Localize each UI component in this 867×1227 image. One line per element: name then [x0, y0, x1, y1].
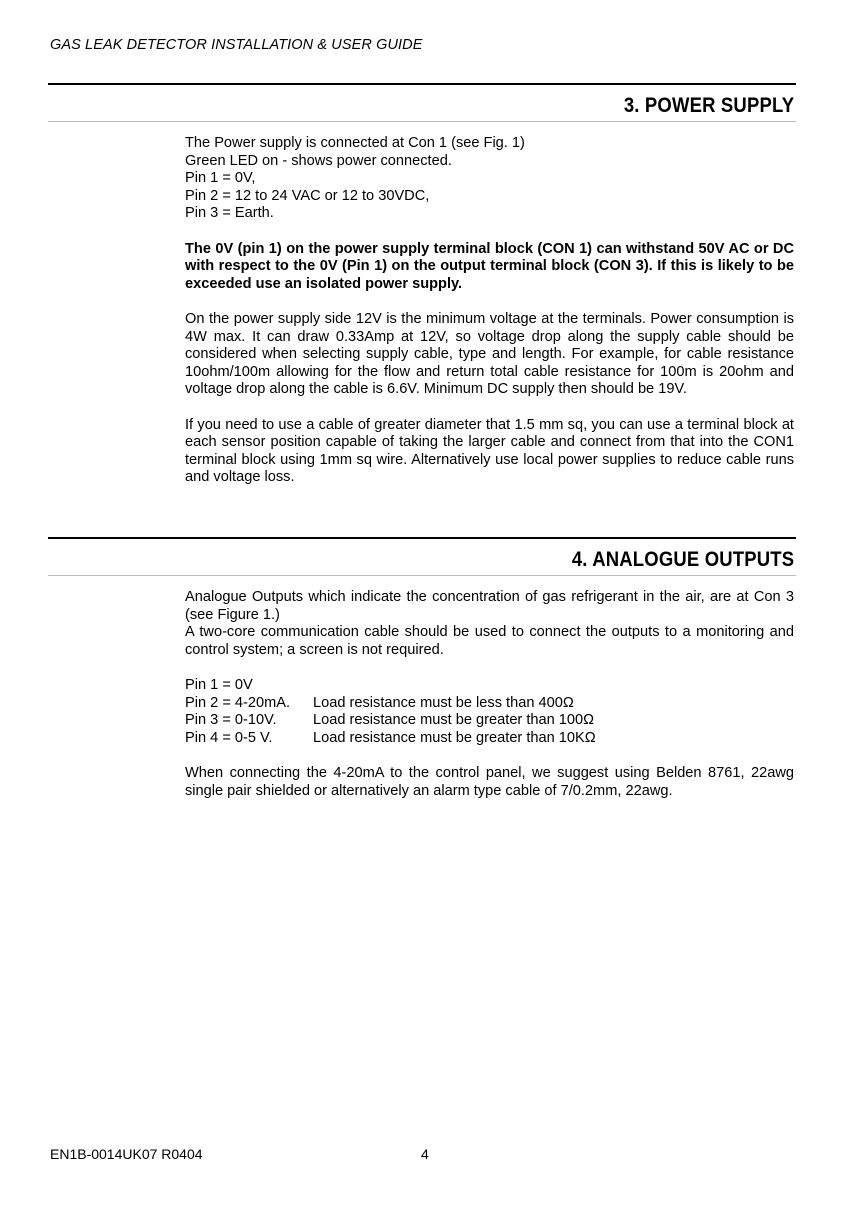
control-panel-paragraph: When connecting the 4-20mA to the control panel, we suggest using Belden 8761, 22awg single pair shielded or alternatively an alarm type cable of 7/0.2mm, 22awg. [185, 764, 794, 799]
pin-note: Load resistance must be greater than 100Ω [313, 712, 595, 729]
cable-note-paragraph: A two-core communication cable should be used to connect the outputs to a monitoring and control system; a screen is not required. [185, 624, 794, 658]
running-header: GAS LEAK DETECTOR INSTALLATION & USER GUIDE [50, 37, 423, 53]
pin-row [185, 677, 794, 695]
section-heading-power-supply [48, 83, 796, 122]
cable-paragraph: If you need to use a cable of greater diameter that 1.5 mm sq, you can use a terminal block at each sensor position capable of taking the larger cable and connect from that into the CON1 terminal block using 1mm sq wire. Alternatively use local power supplies to reduce cable runs and voltage loss. [185, 416, 794, 486]
section-heading-analogue-outputs [48, 537, 796, 576]
heading-rule-bottom [48, 575, 796, 576]
pin-note: Load resistance must be less than 400Ω [313, 694, 574, 711]
pin-row [185, 730, 794, 748]
pin-label: Pin 4 = 0-5 V. [185, 729, 273, 746]
section-title: 3. POWER SUPPLY [623, 94, 795, 117]
heading-rule-bottom [48, 121, 796, 122]
pin-label: Pin 3 = 0-10V. [185, 712, 277, 729]
intro-line: The Power supply is connected at Con 1 (see Fig. 1) [185, 135, 525, 151]
intro-line: Pin 1 = 0V, [185, 170, 256, 187]
pin-row [185, 712, 794, 730]
page-number: 4 [421, 1146, 429, 1162]
intro-paragraph: Analogue Outputs which indicate the concentration of gas refrigerant in the air, are at Con 3 (see Figure 1.) [185, 589, 794, 623]
section-title: 4. ANALOGUE OUTPUTS [571, 548, 795, 571]
analogue-outputs-body [185, 589, 794, 800]
pin-label: Pin 1 = 0V [185, 676, 253, 693]
power-supply-body [185, 135, 794, 487]
warning-paragraph: The 0V (pin 1) on the power supply terminal block (CON 1) can withstand 50V AC or DC with respect to the 0V (Pin 1) on the output terminal block (CON 3). If this is likely to be exceeded use an isolated power supply. [185, 240, 794, 292]
document-code: EN1B-0014UK07 R0404 [50, 1146, 203, 1162]
voltage-paragraph: On the power supply side 12V is the minimum voltage at the terminals. Power consumption is 4W max. It can draw 0.33Amp at 12V, so voltage drop along the supply cable should be considered when selecting supply cable, type and length. For example, for cable resistance 10ohm/100m allowing for the flow and return total cable resistance for 100m is 20ohm and voltage drop along the cable is 6.6V. Minimum DC supply then should be 19V. [185, 310, 794, 398]
pin-label: Pin 2 = 4-20mA. [185, 694, 291, 711]
pin-row [185, 695, 794, 713]
intro-line: Green LED on - shows power connected. [185, 152, 452, 169]
intro-line: Pin 2 = 12 to 24 VAC or 12 to 30VDC, [185, 187, 430, 204]
intro-line: Pin 3 = Earth. [185, 205, 274, 222]
pin-note: Load resistance must be greater than 10KΩ [313, 729, 596, 746]
